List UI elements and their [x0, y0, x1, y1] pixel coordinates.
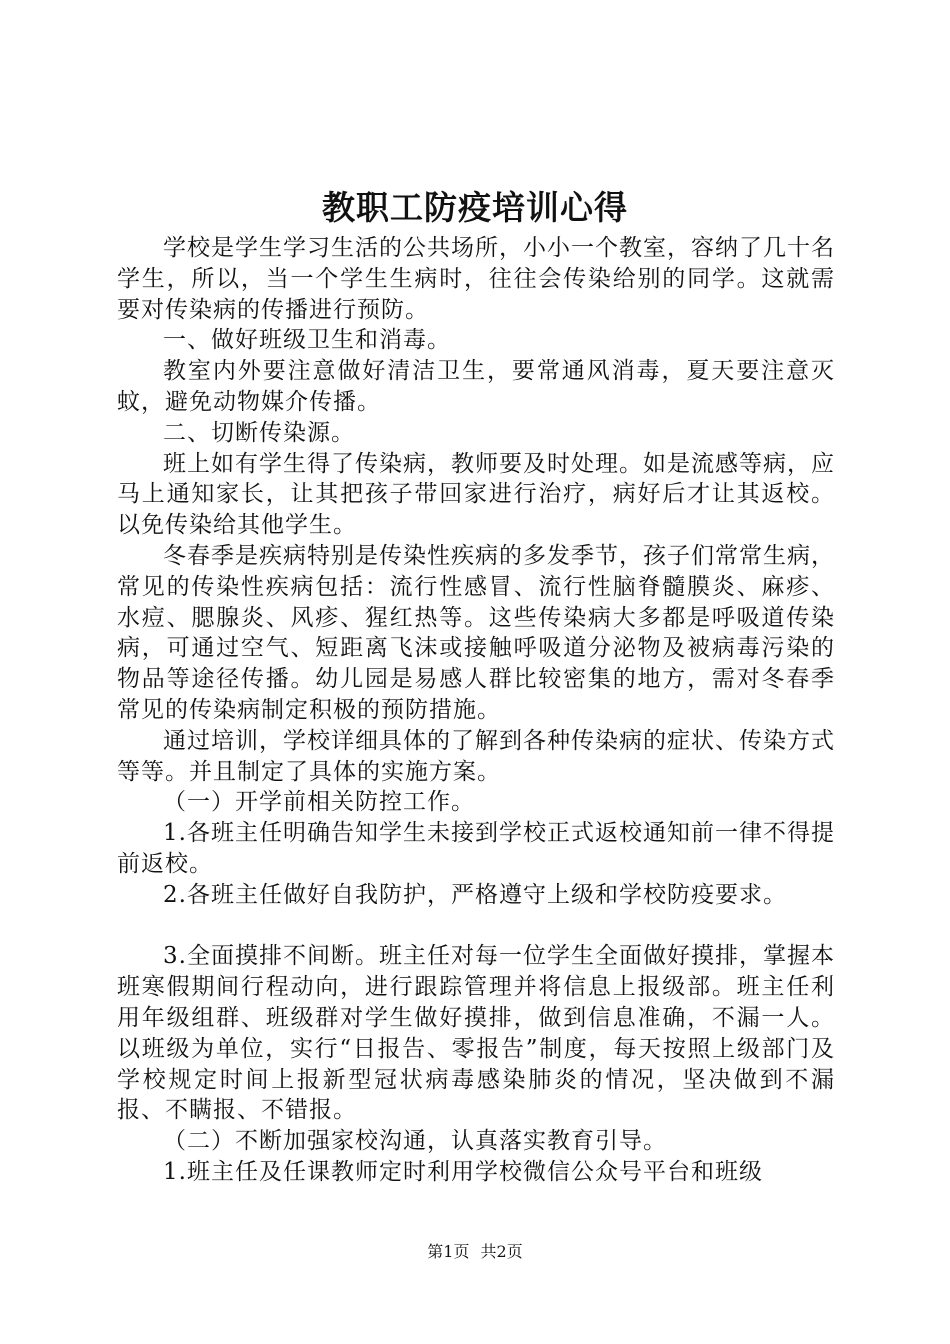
paragraph-isolation: 班上如有学生得了传染病，教师要及时处理。如是流感等病，应马上通知家长，让其把孩子带回家进行治疗，病好后才让其返校。以免传染给其他学生。 [117, 450, 835, 539]
page-number: 第1页 [427, 1242, 470, 1261]
paragraph-seasonal-diseases: 冬春季是疾病特别是传染性疾病的多发季节，孩子们常常生病，常见的传染性疾病包括：流行性感冒、流行性脑脊髓膜炎、麻疹、水痘、腮腺炎、风疹、猩红热等。这些传染病大多都是呼吸道传染病，可通过空气、短距离飞沫或接触呼吸道分泌物及被病毒污染的物品等途径传播。幼儿园是易感人群比较密集的地方，需对冬春季常见的传染病制定积极的预防措施。 [117, 542, 835, 723]
paragraph-training: 通过培训，学校详细具体的了解到各种传染病的症状、传染方式等等。并且制定了具体的实施方案。 [117, 727, 835, 785]
paragraph-hygiene: 教室内外要注意做好清洁卫生，要常通风消毒，夏天要注意灭蚊，避免动物媒介传播。 [117, 358, 835, 415]
heading-section-1: 一、做好班级卫生和消毒。 [163, 327, 451, 354]
heading-subsection-1: （一）开学前相关防控工作。 [163, 789, 475, 816]
list-item-1-continued: 1.班主任及任课教师定时利用学校微信公众号平台和班级 [163, 1158, 763, 1185]
paragraph-intro: 学校是学生学习生活的公共场所，小小一个教室，容纳了几十名学生，所以，当一个学生生病时，往往会传染给别的同学。这就需要对传染病的传播进行预防。 [117, 235, 835, 323]
list-item-3: 3.全面摸排不间断。班主任对每一位学生全面做好摸排，掌握本班寒假期间行程动向，进行跟踪管理并将信息上报级部。班主任利用年级组群、班级群对学生做好摸排，做到信息准确，不漏一人。以班级为单位，实行“日报告、零报告”制度，每天按照上级部门及学校规定时间上报新型冠状病毒感染肺炎的情况，坚决做到不漏报、不瞒报、不错报。 [117, 943, 835, 1124]
page-total: 共2页 [480, 1242, 523, 1261]
document-body [117, 233, 835, 1188]
list-item-1: 1.各班主任明确告知学生未接到学校正式返校通知前一律不得提前返校。 [117, 820, 835, 877]
heading-subsection-2: （二）不断加强家校沟通，认真落实教育引导。 [163, 1128, 667, 1155]
heading-section-2: 二、切断传染源。 [163, 419, 355, 446]
document-title: 教职工防疫培训心得 [322, 188, 628, 227]
list-item-2: 2.各班主任做好自我防护，严格遵守上级和学校防疫要求。 [163, 881, 787, 908]
page-footer [0, 1240, 950, 1264]
